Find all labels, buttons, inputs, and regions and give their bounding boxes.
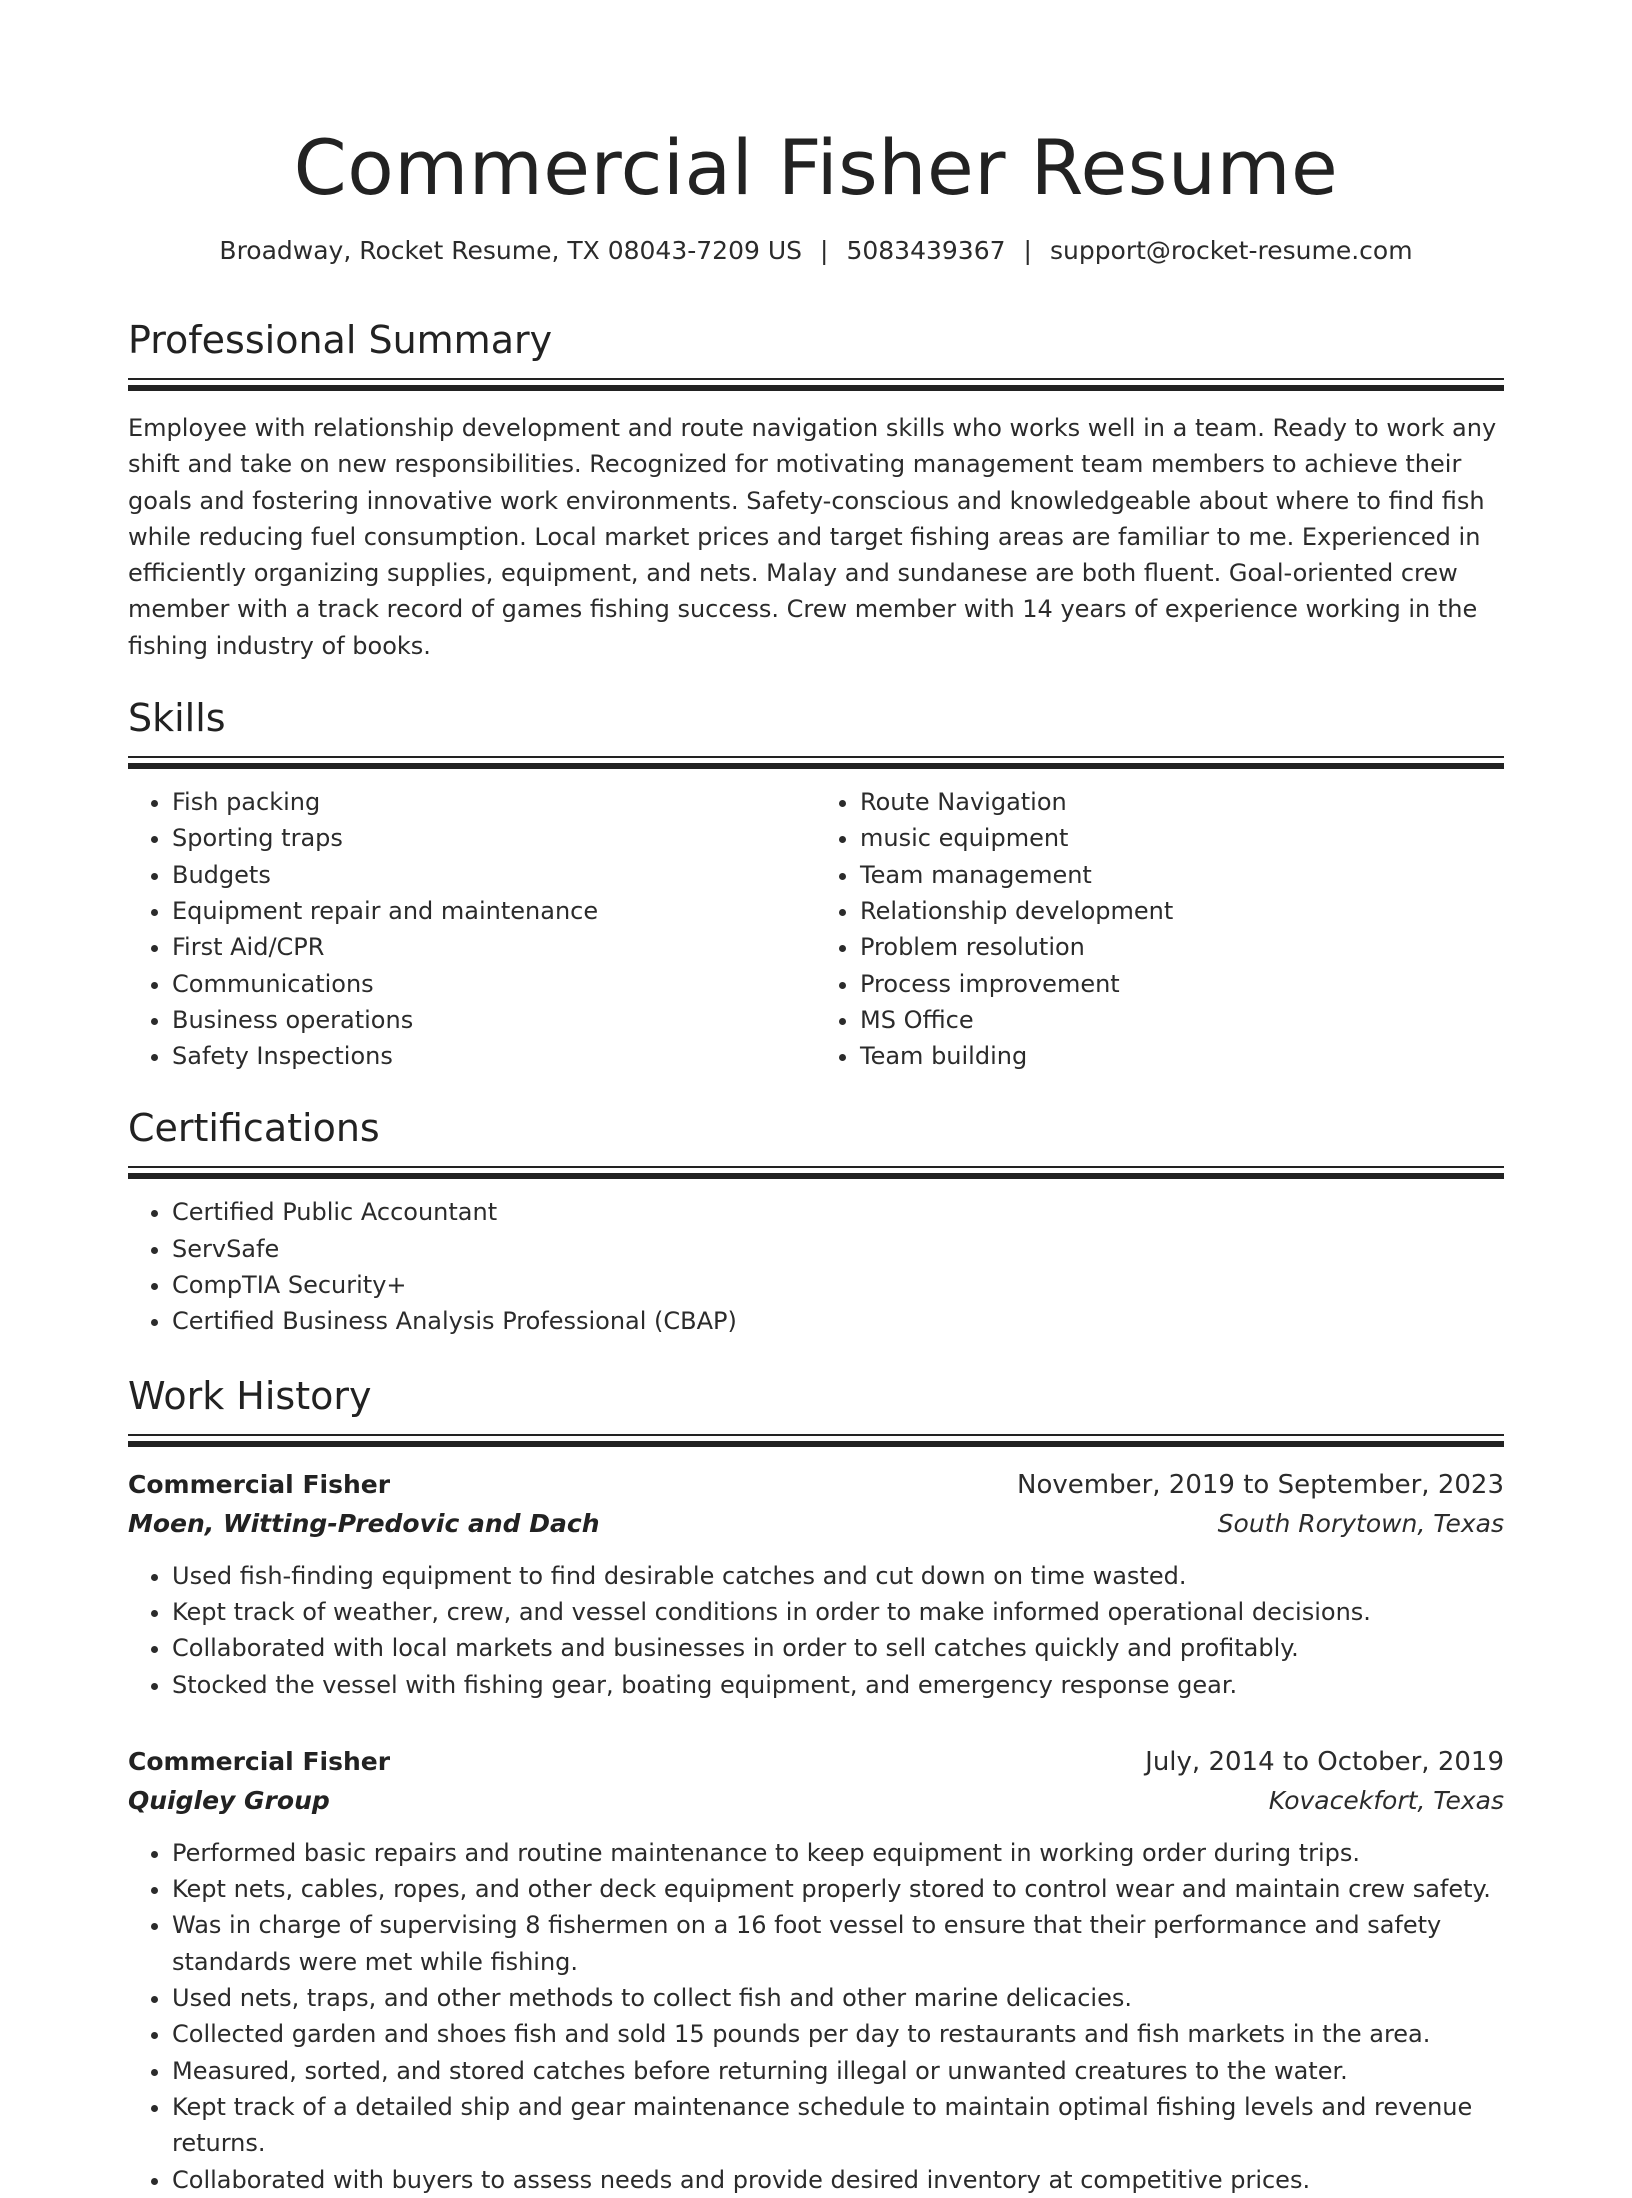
section-title: Work History: [128, 1373, 372, 1418]
contact-address: Broadway, Rocket Resume, TX 08043-7209 US: [219, 236, 803, 265]
contact-separator: |: [1023, 236, 1032, 265]
contact-phone: 5083439367: [846, 236, 1006, 265]
skills-columns: [128, 784, 1504, 1074]
job-entry: [128, 1743, 1504, 2198]
skill-item: • First Aid/CPR: [172, 929, 816, 965]
job-company: Moen, Witting-Predovic and Dach: [128, 1508, 600, 1538]
resume-page: [128, 0, 1504, 2198]
job-bullet: • Performed basic repairs and routine maintenance to keep equipment in working order during trips.: [172, 1835, 1504, 1871]
job-location: Kovacekfort, Texas: [1268, 1785, 1504, 1815]
section-title: Certifications: [128, 1106, 380, 1151]
skill-item: • Route Navigation: [860, 784, 1504, 820]
skill-item: • Process improvement: [860, 966, 1504, 1002]
skill-item: • Relationship development: [860, 893, 1504, 929]
job-bullet: • Collaborated with buyers to assess needs and provide desired inventory at competitive prices.: [172, 2162, 1504, 2198]
certification-item: • ServSafe: [172, 1231, 1504, 1267]
skill-item: • Safety Inspections: [172, 1038, 816, 1074]
section-divider: [128, 1434, 1504, 1450]
skill-item: • Communications: [172, 966, 816, 1002]
skill-item: • Team management: [860, 857, 1504, 893]
contact-line: [128, 234, 1504, 268]
resume-title: Commercial Fisher Resume: [293, 123, 1339, 212]
job-bullet: • Used nets, traps, and other methods to collect fish and other marine delicacies.: [172, 1980, 1504, 2016]
skill-item: • Business operations: [172, 1002, 816, 1038]
skills-list-right: [816, 784, 1504, 1074]
job-bullet: • Kept track of a detailed ship and gear maintenance schedule to maintain optimal fishing levels and revenue returns.: [172, 2089, 1504, 2162]
skill-item: • Fish packing: [172, 784, 816, 820]
section-title: Professional Summary: [128, 318, 553, 362]
job-title: Commercial Fisher: [128, 1469, 391, 1499]
job-bullet: • Stocked the vessel with fishing gear, boating equipment, and emergency response gear.: [172, 1667, 1504, 1703]
job-bullet: • Kept nets, cables, ropes, and other deck equipment properly stored to control wear and maintain crew safety.: [172, 1871, 1504, 1907]
job-dates: July, 2014 to October, 2019: [1145, 1746, 1504, 1777]
contact-email: support@rocket-resume.com: [1049, 236, 1413, 265]
job-bullet: • Measured, sorted, and stored catches before returning illegal or unwanted creatures to the water.: [172, 2053, 1504, 2089]
job-bullets: [128, 1558, 1504, 1703]
skill-item: • Budgets: [172, 857, 816, 893]
skills-section: [128, 694, 1504, 1074]
contact-separator: |: [820, 236, 829, 265]
certification-item: • CompTIA Security+: [172, 1267, 1504, 1303]
job-title: Commercial Fisher: [128, 1746, 391, 1776]
section-divider: [128, 1166, 1504, 1182]
job-bullet: • Was in charge of supervising 8 fishermen on a 16 foot vessel to ensure that their performance and safety standards were met while fishing.: [172, 1907, 1504, 1980]
job-bullet: • Kept track of weather, crew, and vessel conditions in order to make informed operational decisions.: [172, 1594, 1504, 1630]
skill-item: • Problem resolution: [860, 929, 1504, 965]
skill-item: • music equipment: [860, 820, 1504, 856]
skill-item: • MS Office: [860, 1002, 1504, 1038]
professional-summary-section: [128, 316, 1504, 664]
skill-item: • Equipment repair and maintenance: [172, 893, 816, 929]
section-title: Skills: [128, 696, 226, 741]
job-company-row: [128, 1504, 1504, 1544]
job-header-row: [128, 1466, 1504, 1504]
job-company-row: [128, 1781, 1504, 1821]
job-company: Quigley Group: [128, 1785, 330, 1815]
work-history-section: [128, 1372, 1504, 2198]
certification-item: • Certified Public Accountant: [172, 1194, 1504, 1230]
job-bullet: • Collaborated with local markets and businesses in order to sell catches quickly and profitably.: [172, 1630, 1504, 1666]
skills-list-left: [128, 784, 816, 1074]
summary-text: Employee with relationship development and route navigation skills who works well in a team. Ready to work any shift and take on new responsibilities. Recognized for motivating management team members to achieve their goals and fostering innovative work environments. Safety-conscious and knowledgeable about where to find fish while reducing fuel consumption. Local market prices and target fishing areas are familiar to me. Experienced in efficiently organizing supplies, equipment, and nets. Malay and sundanese are both fluent. Goal-oriented crew member with a track record of games fishing success. Crew member with 14 years of experience working in the fishing industry of books.: [128, 414, 1497, 660]
skill-item: • Team building: [860, 1038, 1504, 1074]
certification-item: • Certified Business Analysis Professional (CBAP): [172, 1303, 1504, 1339]
section-divider: [128, 378, 1504, 394]
job-bullet: • Used fish-finding equipment to find desirable catches and cut down on time wasted.: [172, 1558, 1504, 1594]
job-bullet: • Collected garden and shoes fish and sold 15 pounds per day to restaurants and fish markets in the area.: [172, 2016, 1504, 2052]
certifications-list: [128, 1194, 1504, 1339]
job-bullets: [128, 1835, 1504, 2198]
section-divider: [128, 756, 1504, 772]
job-location: South Rorytown, Texas: [1217, 1508, 1504, 1538]
skill-item: • Sporting traps: [172, 820, 816, 856]
job-entry: [128, 1466, 1504, 1703]
job-dates: November, 2019 to September, 2023: [1017, 1469, 1504, 1500]
certifications-section: [128, 1104, 1504, 1339]
job-header-row: [128, 1743, 1504, 1781]
